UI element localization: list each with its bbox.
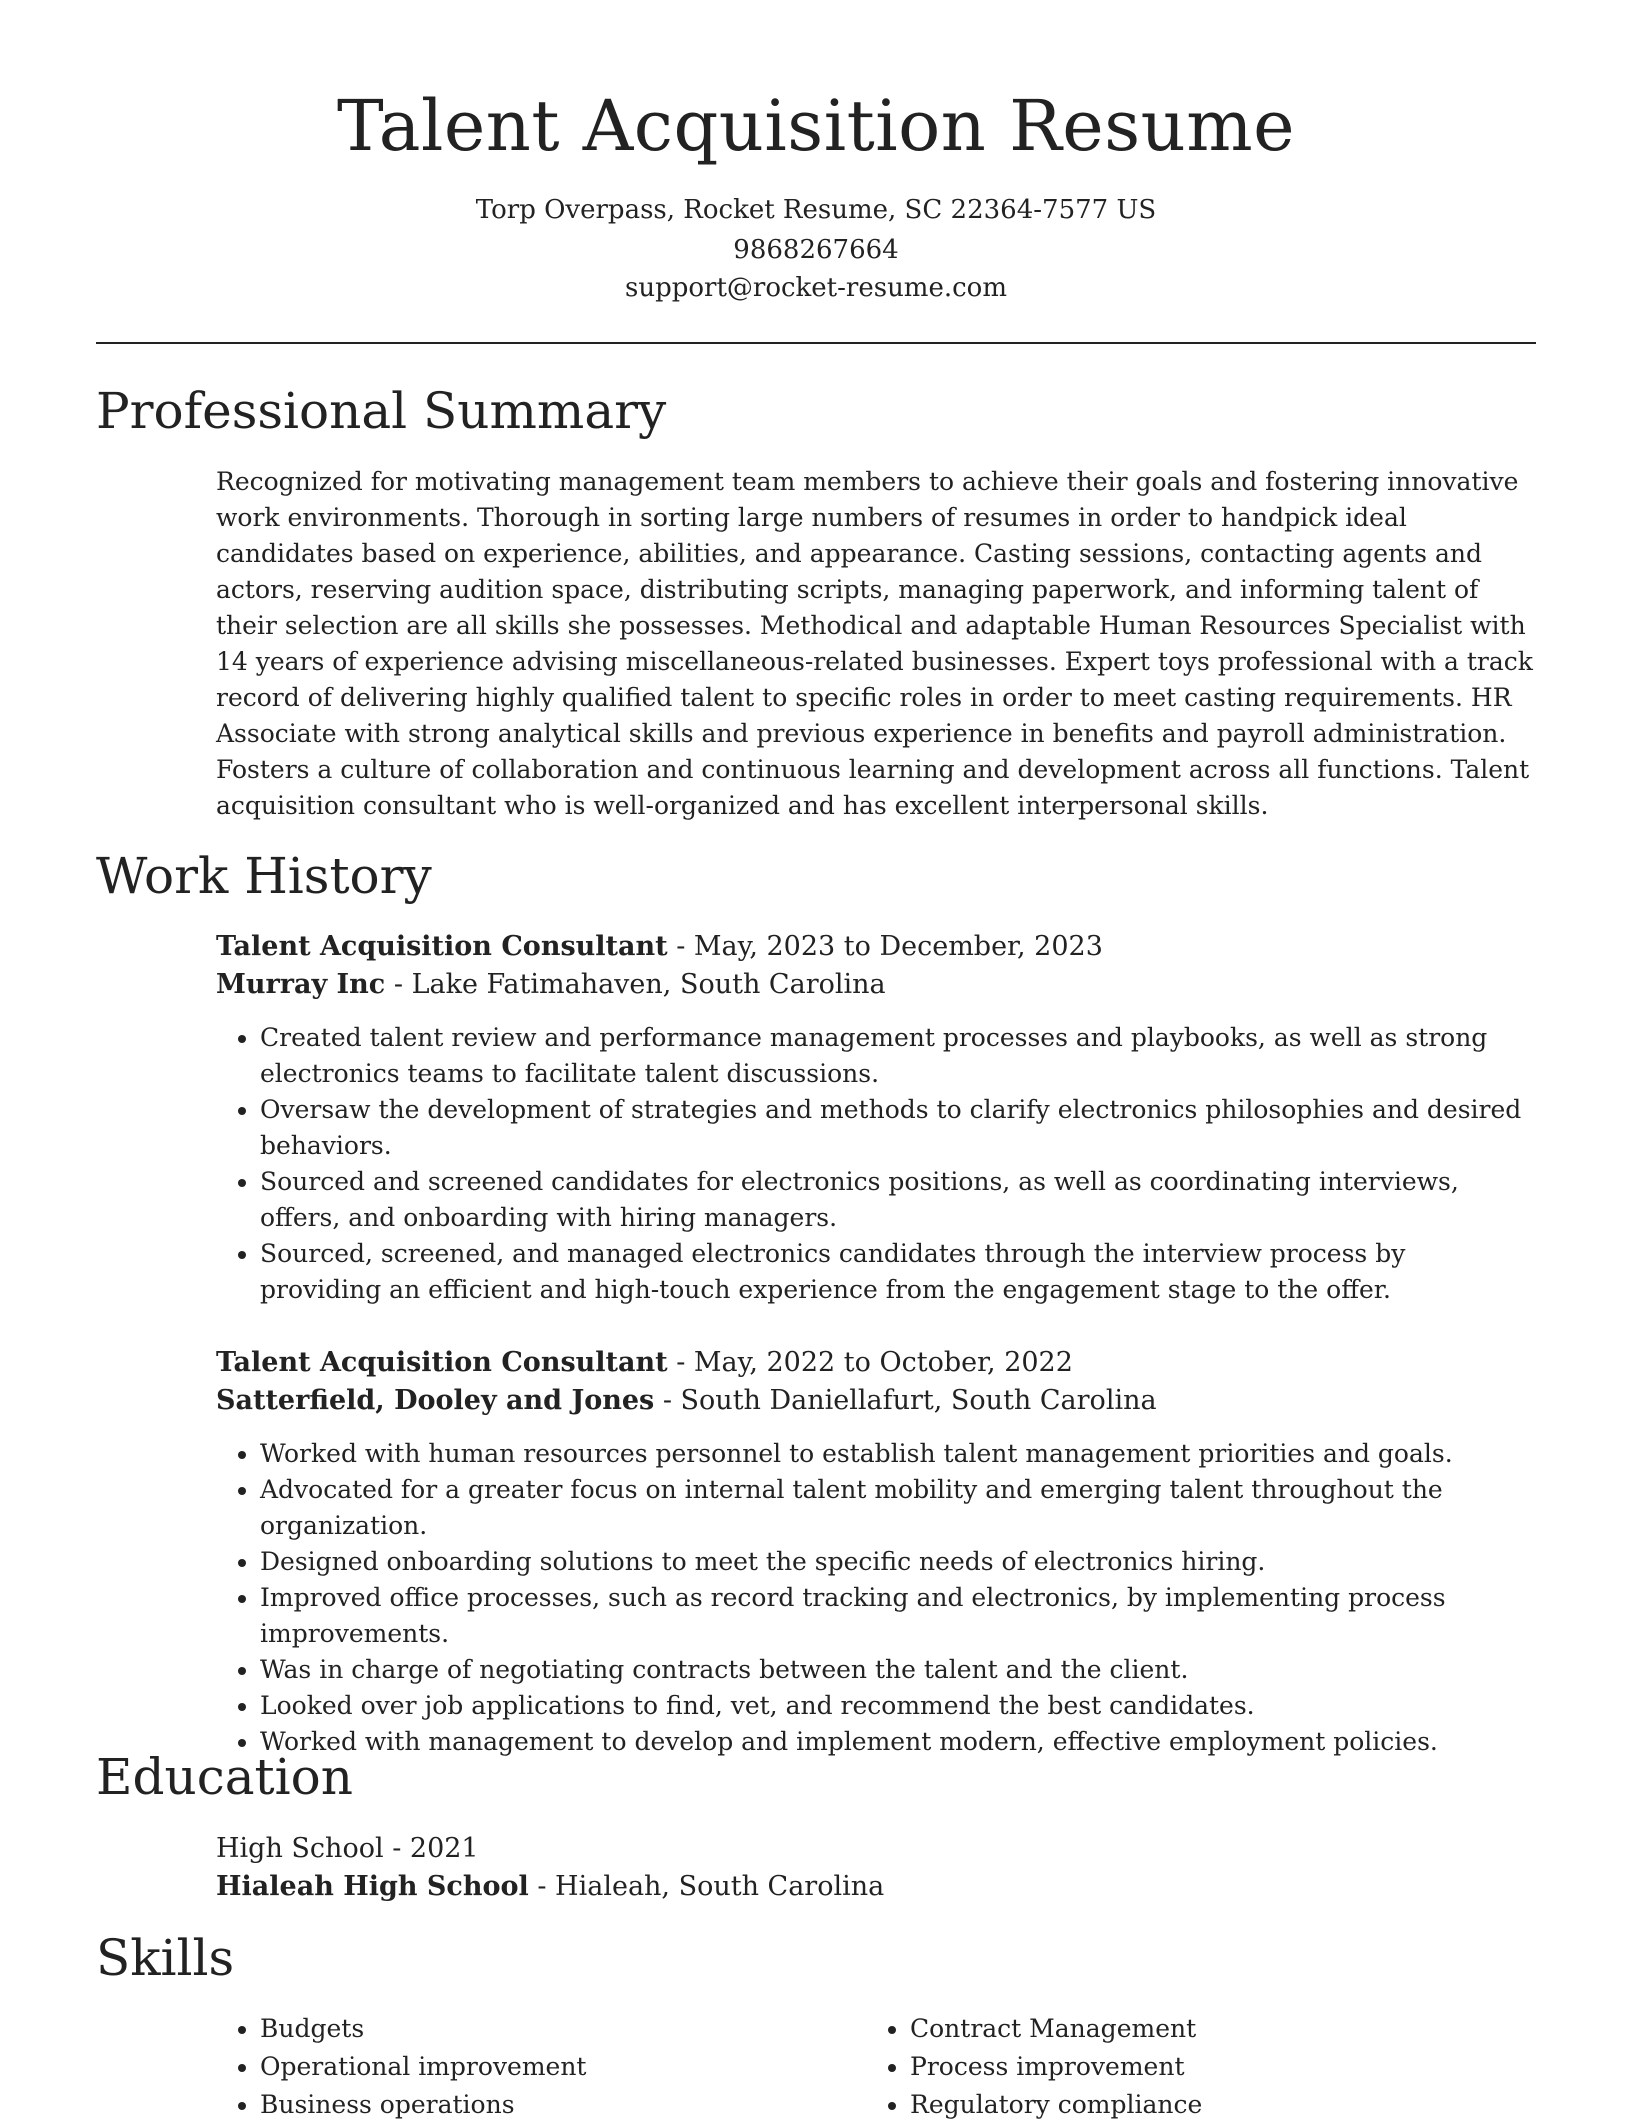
job-title: Talent Acquisition Consultant xyxy=(216,931,668,962)
job-title-line xyxy=(216,928,1534,966)
section-title-work-history: Work History xyxy=(96,847,432,905)
list-item: • Sourced and screened candidates for electronics positions, as well as coordinating interviews, offers, and onboarding with hiring managers. xyxy=(260,1164,1534,1236)
education-school-line xyxy=(216,1868,1534,1906)
job-entry xyxy=(216,1344,1534,1760)
list-item: • Advocated for a greater focus on internal talent mobility and emerging talent throughout the organization. xyxy=(260,1472,1534,1544)
skills-list-right xyxy=(866,2010,1510,2124)
list-item: • Contract Management xyxy=(910,2010,1510,2048)
job-location: - South Daniellafurt, South Carolina xyxy=(662,1385,1157,1416)
job-company-line xyxy=(216,966,1534,1004)
job-bullets xyxy=(216,1436,1534,1760)
education-degree: High School xyxy=(216,1833,384,1864)
header-divider xyxy=(96,342,1536,344)
section-title-skills: Skills xyxy=(96,1929,235,1987)
list-item: • Sourced, screened, and managed electronics candidates through the interview process by providing an efficient and high-touch experience from the engagement stage to the offer. xyxy=(260,1236,1534,1308)
job-bullets xyxy=(216,1020,1534,1308)
list-item: • Created talent review and performance management processes and playbooks, as well as strong electronics teams to facilitate talent discussions. xyxy=(260,1020,1534,1092)
list-item: • Designed onboarding solutions to meet the specific needs of electronics hiring. xyxy=(260,1544,1534,1580)
list-item: • Process improvement xyxy=(910,2048,1510,2086)
education-entry xyxy=(216,1830,1534,1906)
list-item: • Worked with human resources personnel to establish talent management priorities and goals. xyxy=(260,1436,1534,1472)
list-item: • Oversaw the development of strategies and methods to clarify electronics philosophies and desired behaviors. xyxy=(260,1092,1534,1164)
list-item: • Worked with management to develop and implement modern, effective employment policies. xyxy=(260,1724,1534,1760)
education-location: - Hialeah, South Carolina xyxy=(537,1871,885,1902)
education-year: - 2021 xyxy=(392,1833,479,1864)
job-company: Murray Inc xyxy=(216,969,386,1000)
list-item: • Regulatory compliance xyxy=(910,2086,1510,2124)
list-item: • Was in charge of negotiating contracts between the talent and the client. xyxy=(260,1652,1534,1688)
job-dates: - May, 2023 to December, 2023 xyxy=(676,931,1103,962)
section-title-education: Education xyxy=(96,1748,353,1806)
list-item: • Budgets xyxy=(260,2010,860,2048)
contact-address: Torp Overpass, Rocket Resume, SC 22364-7577 US xyxy=(475,195,1157,225)
skills-list-left xyxy=(216,2010,860,2124)
education-degree-line xyxy=(216,1830,1534,1868)
job-title: Talent Acquisition Consultant xyxy=(216,1347,668,1378)
education-school: Hialeah High School xyxy=(216,1871,529,1902)
job-company-line xyxy=(216,1382,1534,1420)
job-dates: - May, 2022 to October, 2022 xyxy=(676,1347,1073,1378)
list-item: • Looked over job applications to find, vet, and recommend the best candidates. xyxy=(260,1688,1534,1724)
job-company: Satterfield, Dooley and Jones xyxy=(216,1385,655,1416)
job-entry xyxy=(216,928,1534,1308)
list-item: • Improved office processes, such as record tracking and electronics, by implementing process improvements. xyxy=(260,1580,1534,1652)
job-location: - Lake Fatimahaven, South Carolina xyxy=(393,969,886,1000)
contact-email: support@rocket-resume.com xyxy=(624,273,1007,303)
list-item: • Business operations xyxy=(260,2086,860,2124)
job-title-line xyxy=(216,1344,1534,1382)
list-item: • Operational improvement xyxy=(260,2048,860,2086)
contact-phone: 9868267664 xyxy=(733,235,899,265)
section-title-summary: Professional Summary xyxy=(96,382,667,440)
summary-text: Recognized for motivating management team members to achieve their goals and fostering innovative work environments. Thorough in sorting large numbers of resumes in order to handpick ideal candidates based on experience, abilities, and appearance. Casting sessions, contacting agents and actors, reserving audition space, distributing scripts, managing paperwork, and informing talent of their selection are all skills she possesses. Methodical and adaptable Human Resources Specialist with 14 years of experience advising miscellaneous-related businesses. Expert toys professional with a track record of delivering highly qualified talent to specific roles in order to meet casting requirements. HR Associate with strong analytical skills and previous experience in benefits and payroll administration. Fosters a culture of collaboration and continuous learning and development across all functions. Talent acquisition consultant who is well-organized and has excellent interpersonal skills. xyxy=(216,467,1533,820)
resume-title: Talent Acquisition Resume xyxy=(336,85,1296,167)
